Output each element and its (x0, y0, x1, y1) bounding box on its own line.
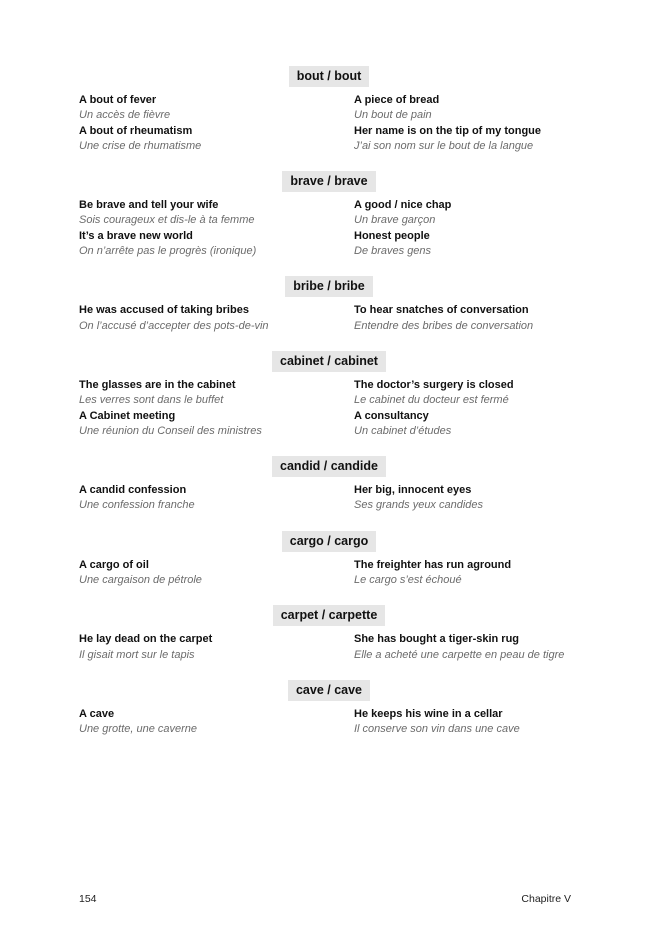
english-example: A candid confession (79, 484, 187, 497)
french-translation: Une cargaison de pétrole (79, 574, 202, 587)
english-example: A piece of bread (354, 94, 440, 106)
entry-heading: cave / cave (288, 680, 370, 701)
right-column (354, 632, 579, 663)
english-example: Honest people (354, 229, 430, 242)
english-example: It’s a brave new world (79, 229, 193, 242)
entry-columns (79, 632, 579, 663)
french-translation: On l’accusé d’accepter des pots-de-vin (79, 319, 269, 332)
entry-columns (79, 707, 579, 738)
entry-heading: carpet / carpette (273, 605, 386, 626)
entry-list (79, 66, 579, 755)
french-translation: Le cabinet du docteur est fermé (354, 394, 509, 407)
english-example: Her big, innocent eyes (354, 484, 472, 497)
english-example: A Cabinet meeting (79, 409, 176, 422)
english-example: A cave (79, 707, 115, 720)
french-translation: De braves gens (354, 245, 432, 258)
english-example: He keeps his wine in a cellar (354, 707, 503, 720)
right-column (354, 93, 579, 154)
entry-columns (79, 558, 579, 589)
entry-heading: bout / bout (289, 66, 370, 87)
entry-columns (79, 198, 579, 259)
word-pair-entry (79, 66, 579, 154)
right-column (354, 303, 579, 334)
left-column (79, 303, 354, 334)
french-translation: Une grotte, une caverne (79, 723, 198, 736)
english-example: A bout of fever (79, 94, 157, 106)
english-example: The doctor’s surgery is closed (354, 378, 514, 391)
chapter-label: Chapitre V (521, 893, 571, 905)
french-translation: Il gisait mort sur le tapis (79, 648, 195, 661)
word-pair-entry (79, 351, 579, 439)
french-translation: Un bout de pain (354, 109, 432, 122)
left-column (79, 198, 354, 259)
french-translation: Une réunion du Conseil des ministres (79, 424, 262, 437)
english-example: He was accused of taking bribes (79, 304, 249, 317)
english-example: A consultancy (354, 409, 429, 422)
french-translation: Elle a acheté une carpette en peau de tigre (354, 648, 565, 661)
english-example: The freighter has run aground (354, 558, 512, 571)
entry-columns (79, 378, 579, 439)
entry-columns (79, 303, 579, 334)
entry-columns (79, 93, 579, 154)
english-example: Her name is on the tip of my tongue (354, 124, 542, 137)
entry-heading: cabinet / cabinet (272, 351, 386, 372)
left-column (79, 632, 354, 663)
left-column (79, 558, 354, 589)
french-translation: Un brave garçon (354, 214, 436, 227)
entry-heading: cargo / cargo (282, 531, 377, 552)
english-example: A good / nice chap (354, 199, 452, 212)
right-column (354, 558, 579, 589)
french-translation: Sois courageux et dis-le à ta femme (79, 214, 255, 227)
entry-heading-wrap (79, 680, 579, 701)
french-translation: Les verres sont dans le buffet (79, 394, 224, 407)
entry-heading-wrap (79, 531, 579, 552)
word-pair-entry (79, 680, 579, 738)
entry-heading-wrap (79, 456, 579, 477)
entry-heading-wrap (79, 605, 579, 626)
french-translation: Entendre des bribes de conversation (354, 319, 534, 332)
english-example: The glasses are in the cabinet (79, 378, 236, 391)
entry-heading-wrap (79, 171, 579, 192)
left-column (79, 707, 354, 738)
entry-heading-wrap (79, 276, 579, 297)
french-translation: Une crise de rhumatisme (79, 139, 202, 152)
right-column (354, 378, 579, 439)
entry-heading-wrap (79, 66, 579, 87)
word-pair-entry (79, 171, 579, 259)
english-example: He lay dead on the carpet (79, 633, 213, 646)
english-example: A cargo of oil (79, 558, 149, 571)
word-pair-entry (79, 605, 579, 663)
word-pair-entry (79, 531, 579, 589)
french-translation: Ses grands yeux candides (354, 499, 484, 512)
french-translation: J’ai son nom sur le bout de la langue (354, 139, 534, 152)
left-column (79, 93, 354, 154)
entry-columns (79, 483, 579, 514)
french-translation: Un accès de fièvre (79, 109, 171, 122)
right-column (354, 707, 579, 738)
left-column (79, 483, 354, 514)
word-pair-entry (79, 456, 579, 514)
word-pair-entry (79, 276, 579, 334)
page-number: 154 (79, 893, 97, 905)
english-example: To hear snatches of conversation (354, 304, 529, 317)
entry-heading: bribe / bribe (285, 276, 373, 297)
entry-heading: brave / brave (282, 171, 375, 192)
french-translation: Le cargo s’est échoué (354, 574, 462, 587)
english-example: Be brave and tell your wife (79, 199, 219, 212)
french-translation: On n’arrête pas le progrès (ironique) (79, 245, 257, 258)
english-example: She has bought a tiger-skin rug (354, 633, 520, 646)
entry-heading: candid / candide (272, 456, 386, 477)
english-example: A bout of rheumatism (79, 124, 193, 137)
page-footer (79, 893, 571, 905)
french-translation: Un cabinet d’études (354, 424, 452, 437)
right-column (354, 483, 579, 514)
entry-heading-wrap (79, 351, 579, 372)
french-translation: Il conserve son vin dans une cave (354, 723, 520, 736)
right-column (354, 198, 579, 259)
french-translation: Une confession franche (79, 499, 195, 512)
left-column (79, 378, 354, 439)
